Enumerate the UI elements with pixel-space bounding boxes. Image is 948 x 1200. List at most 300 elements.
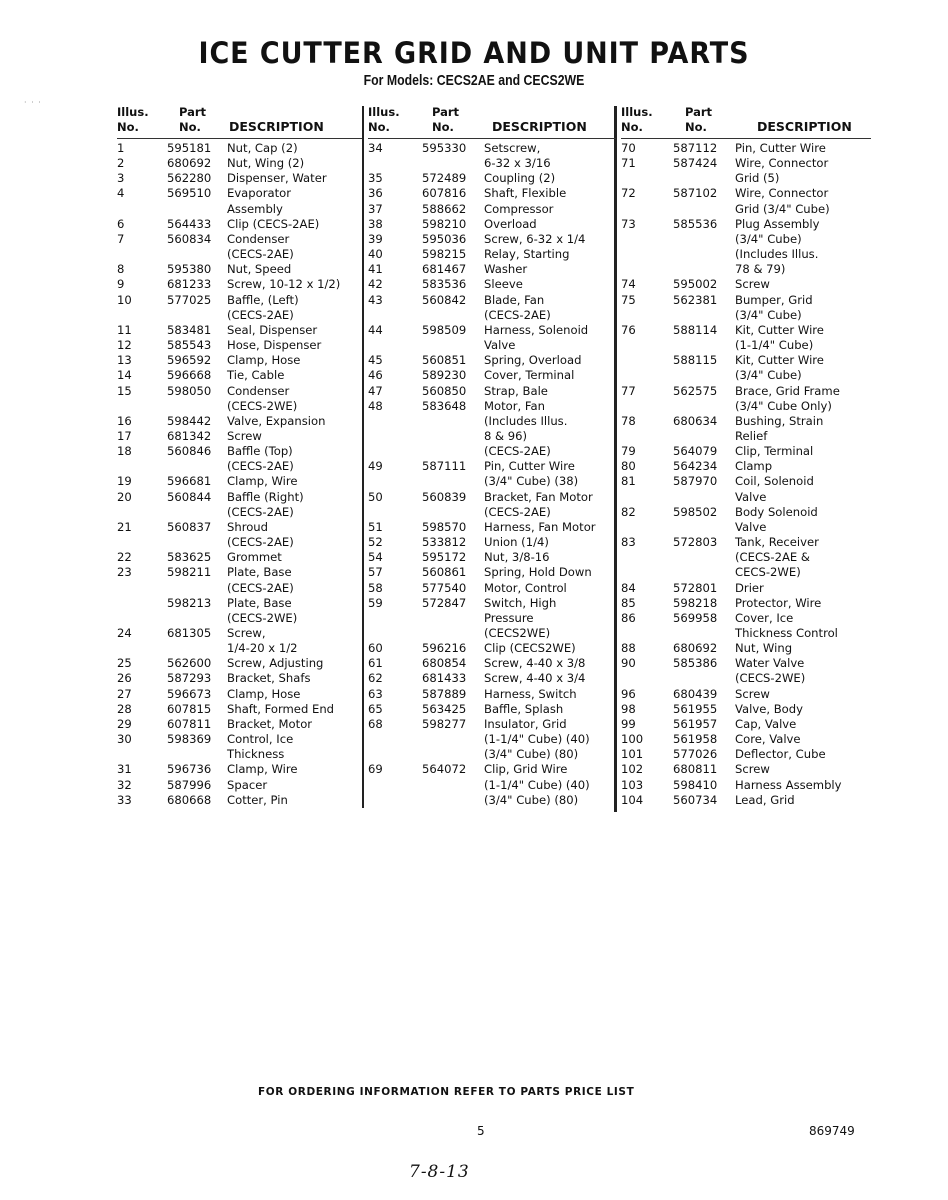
part-description: Shaft, Flexible <box>484 186 567 201</box>
part-row <box>621 353 871 383</box>
illus-number: 76 <box>621 322 636 337</box>
part-description: Pin, Cutter Wire <box>735 141 826 155</box>
illus-number: 61 <box>368 656 383 671</box>
illus-number: 45 <box>368 353 383 368</box>
part-number: 560844 <box>167 489 212 504</box>
part-number: 587424 <box>673 156 718 171</box>
part-number: 561958 <box>673 732 718 747</box>
part-description: Control, Ice Thickness <box>227 732 294 762</box>
illus-number: 8 <box>117 262 125 277</box>
part-row <box>368 535 616 550</box>
illus-number: 70 <box>621 141 636 155</box>
part-description: Blade, Fan (CECS-2AE) <box>484 292 551 322</box>
part-description: Dispenser, Water <box>227 171 327 186</box>
part-row <box>368 171 616 186</box>
part-description: Condenser (CECS-2WE) <box>227 383 298 413</box>
part-row <box>368 656 616 671</box>
illus-number: 75 <box>621 292 636 307</box>
part-number: 564433 <box>167 216 212 231</box>
part-row <box>621 778 871 793</box>
part-row <box>621 186 871 216</box>
part-number: 562600 <box>167 656 212 671</box>
illus-number: 74 <box>621 277 636 292</box>
part-row <box>368 459 616 489</box>
part-number: 681305 <box>167 626 212 640</box>
part-number: 595172 <box>422 550 467 565</box>
illus-number: 77 <box>621 383 636 398</box>
part-description: Nut, Cap (2) <box>227 141 298 155</box>
part-number: 561957 <box>673 716 718 731</box>
description-header: DESCRIPTION <box>492 119 587 134</box>
part-description: Insulator, Grid (1-1/4" Cube) (40) (3/4" Cube) (80) <box>484 716 590 762</box>
part-description: Brace, Grid Frame (3/4" Cube Only) <box>735 383 840 413</box>
part-row <box>117 474 362 489</box>
part-number: 572803 <box>673 535 718 550</box>
part-row <box>117 171 362 186</box>
part-number: 583481 <box>167 322 212 337</box>
part-number: 595181 <box>167 141 212 155</box>
part-number: 577025 <box>167 292 212 307</box>
illus-number: 104 <box>621 792 644 807</box>
part-row <box>117 293 362 323</box>
illus-number: 13 <box>117 353 132 368</box>
illus-number: 82 <box>621 504 636 519</box>
part-description: Screw <box>735 762 770 777</box>
part-number: 560842 <box>422 292 467 307</box>
part-header-line1: Part <box>685 105 713 119</box>
part-row <box>117 520 362 550</box>
part-number: 607811 <box>167 716 212 731</box>
illus-number: 43 <box>368 292 383 307</box>
part-number: 680439 <box>673 686 718 701</box>
part-number: 589230 <box>422 368 467 383</box>
part-row <box>117 444 362 474</box>
part-description: Condenser (CECS-2AE) <box>227 231 294 262</box>
part-row <box>621 717 871 732</box>
part-description: Switch, High Pressure (CECS2WE) <box>484 595 557 640</box>
illus-number: 14 <box>117 368 132 383</box>
part-number: 587889 <box>422 686 467 701</box>
part-row <box>621 687 871 702</box>
part-description: Screw, 1/4-20 x 1/2 <box>227 626 298 656</box>
part-row <box>368 490 616 520</box>
part-row <box>621 505 871 535</box>
part-number: 577540 <box>422 580 467 595</box>
part-number: 598213 <box>167 595 212 610</box>
part-description: Cover, Terminal <box>484 368 575 383</box>
part-row <box>117 217 362 232</box>
part-row <box>621 414 871 444</box>
part-description: Screw, 4-40 x 3/4 <box>484 671 586 686</box>
part-description: Baffle (Right) (CECS-2AE) <box>227 489 304 519</box>
part-number: 563425 <box>422 701 467 716</box>
part-row <box>368 399 616 460</box>
part-number: 572489 <box>422 171 467 186</box>
part-number: 680854 <box>422 656 467 671</box>
parts-list <box>621 141 871 808</box>
part-row <box>621 384 871 414</box>
part-row <box>621 156 871 186</box>
part-row <box>621 656 871 686</box>
illus-number: 100 <box>621 732 644 747</box>
part-description: Spring, Hold Down <box>484 565 592 580</box>
part-row <box>117 186 362 216</box>
part-number: 598218 <box>673 595 718 610</box>
column-header <box>117 104 362 139</box>
illus-number: 73 <box>621 216 636 231</box>
part-number: 587996 <box>167 777 212 792</box>
illus-number: 69 <box>368 762 383 777</box>
part-number: 596736 <box>167 762 212 777</box>
part-description: Screw, 10-12 x 1/2) <box>227 277 341 292</box>
illus-number: 18 <box>117 444 132 459</box>
part-row <box>368 262 616 277</box>
parts-list <box>368 141 616 808</box>
part-description: Plug Assembly (3/4" Cube) (Includes Illus. 78 & 79) <box>735 216 820 277</box>
part-row <box>621 474 871 504</box>
illus-number: 62 <box>368 671 383 686</box>
illus-header-line2: No. <box>117 120 139 134</box>
part-row <box>621 141 871 156</box>
part-description: Tank, Receiver (CECS-2AE & CECS-2WE) <box>735 535 819 580</box>
illus-number: 84 <box>621 580 636 595</box>
part-row <box>117 656 362 671</box>
part-row <box>621 581 871 596</box>
part-header-line2: No. <box>685 120 707 134</box>
scan-specks: · · · <box>24 98 42 107</box>
illus-number: 102 <box>621 762 644 777</box>
part-row <box>368 671 616 686</box>
part-row <box>368 232 616 247</box>
part-description: Plate, Base (CECS-2WE) <box>227 595 298 625</box>
part-number: 583536 <box>422 277 467 292</box>
part-number: 607815 <box>167 701 212 716</box>
part-number: 598050 <box>167 383 212 398</box>
column-header <box>621 104 871 139</box>
illus-number: 2 <box>117 156 125 171</box>
part-row <box>117 687 362 702</box>
part-row <box>368 368 616 383</box>
part-row <box>117 671 362 686</box>
description-header: DESCRIPTION <box>229 119 324 134</box>
part-description: Nut, Wing <box>735 641 793 656</box>
part-description: Spacer <box>227 777 268 792</box>
part-number: 569958 <box>673 610 718 625</box>
illus-number: 79 <box>621 444 636 459</box>
part-number: 560846 <box>167 444 212 459</box>
part-row <box>621 762 871 777</box>
part-row <box>621 293 871 323</box>
part-description: Spring, Overload <box>484 353 582 368</box>
part-row <box>117 338 362 353</box>
part-number: 680692 <box>167 156 212 171</box>
illus-number: 99 <box>621 716 636 731</box>
part-row <box>621 535 871 580</box>
illus-number: 20 <box>117 489 132 504</box>
part-description: Compressor <box>484 201 554 216</box>
part-row <box>117 262 362 277</box>
part-description: Baffle, (Left) (CECS-2AE) <box>227 292 299 322</box>
part-number: 564072 <box>422 762 467 777</box>
part-description: Hose, Dispenser <box>227 338 322 353</box>
illus-number: 44 <box>368 322 383 337</box>
illus-number: 25 <box>117 656 132 671</box>
illus-number: 101 <box>621 747 644 762</box>
part-description: Motor, Fan (Includes Illus. 8 & 96) (CECS-2AE) <box>484 398 568 459</box>
part-number: 598570 <box>422 519 467 534</box>
part-no-header <box>179 105 206 135</box>
illus-number: 15 <box>117 383 132 398</box>
part-row <box>117 414 362 429</box>
part-number: 564079 <box>673 444 718 459</box>
part-number: 533812 <box>422 535 467 550</box>
part-description: Kit, Cutter Wire (1-1/4" Cube) <box>735 322 824 353</box>
part-number: 588115 <box>673 353 718 368</box>
part-row <box>621 444 871 459</box>
part-number: 680668 <box>167 792 212 807</box>
illus-number: 36 <box>368 186 383 201</box>
illus-header-line1: Illus. <box>117 105 149 119</box>
illus-number: 1 <box>117 141 125 155</box>
part-row <box>117 596 362 626</box>
part-row <box>621 596 871 611</box>
part-row <box>621 611 871 641</box>
part-row <box>117 353 362 368</box>
illus-number: 98 <box>621 701 636 716</box>
part-row <box>368 520 616 535</box>
illus-number: 11 <box>117 322 132 337</box>
part-description: Kit, Cutter Wire (3/4" Cube) <box>735 353 824 383</box>
part-row <box>368 550 616 565</box>
part-row <box>368 141 616 171</box>
part-description: Screw <box>227 428 262 443</box>
part-number: 595380 <box>167 262 212 277</box>
part-description: Lead, Grid <box>735 792 795 807</box>
part-number: 588662 <box>422 201 467 216</box>
part-description: Protector, Wire <box>735 595 822 610</box>
part-row <box>368 323 616 353</box>
part-number: 562381 <box>673 292 718 307</box>
part-number: 587102 <box>673 186 718 201</box>
part-number: 598502 <box>673 504 718 519</box>
part-number: 596673 <box>167 686 212 701</box>
illus-no-header <box>621 105 653 135</box>
illus-number: 28 <box>117 701 132 716</box>
part-number: 588114 <box>673 322 718 337</box>
part-description: Washer <box>484 262 528 277</box>
part-row <box>621 641 871 656</box>
part-description: Valve, Expansion <box>227 413 326 428</box>
part-row <box>117 429 362 444</box>
part-header-line1: Part <box>432 105 460 119</box>
part-number: 598369 <box>167 732 212 747</box>
part-number: 585386 <box>673 656 718 671</box>
part-row <box>368 565 616 580</box>
part-description: Clip (CECS2WE) <box>484 641 576 656</box>
illus-number: 17 <box>117 428 132 443</box>
part-description: Setscrew, 6-32 x 3/16 <box>484 141 551 171</box>
part-row <box>368 277 616 292</box>
illus-number: 57 <box>368 565 383 580</box>
part-number: 564234 <box>673 459 718 474</box>
illus-header-line1: Illus. <box>368 105 400 119</box>
part-number: 596668 <box>167 368 212 383</box>
part-description: Screw <box>735 277 770 292</box>
part-number: 577026 <box>673 747 718 762</box>
part-description: Bracket, Motor <box>227 716 313 731</box>
document-number: 869749 <box>809 1124 855 1138</box>
part-row <box>368 596 616 641</box>
part-number: 680692 <box>673 641 718 656</box>
illus-number: 35 <box>368 171 383 186</box>
part-description: Union (1/4) <box>484 535 549 550</box>
part-description: Shroud (CECS-2AE) <box>227 519 294 550</box>
part-row <box>621 323 871 353</box>
part-number: 595330 <box>422 141 467 155</box>
part-description: Screw <box>735 686 770 701</box>
part-row <box>368 247 616 262</box>
part-row <box>621 793 871 808</box>
part-row <box>368 641 616 656</box>
part-header-line2: No. <box>179 120 201 134</box>
part-row <box>117 778 362 793</box>
part-description: Pin, Cutter Wire (3/4" Cube) (38) <box>484 459 579 489</box>
part-number: 595036 <box>422 231 467 246</box>
part-header-line1: Part <box>179 105 207 119</box>
part-number: 587111 <box>422 459 467 474</box>
part-row <box>117 277 362 292</box>
part-row <box>368 186 616 201</box>
part-number: 598509 <box>422 322 467 337</box>
part-number: 596681 <box>167 474 212 489</box>
illus-header-line2: No. <box>621 120 643 134</box>
part-number: 595002 <box>673 277 718 292</box>
part-number: 587970 <box>673 474 718 489</box>
part-row <box>621 277 871 292</box>
illus-number: 88 <box>621 641 636 656</box>
illus-number: 39 <box>368 231 383 246</box>
column-divider <box>362 106 364 808</box>
part-description: Bracket, Shafs <box>227 671 311 686</box>
part-number: 560861 <box>422 565 467 580</box>
part-row <box>621 747 871 762</box>
illus-number: 59 <box>368 595 383 610</box>
illus-number: 83 <box>621 535 636 550</box>
illus-number: 46 <box>368 368 383 383</box>
illus-number: 96 <box>621 686 636 701</box>
part-number: 680811 <box>673 762 718 777</box>
illus-number: 86 <box>621 610 636 625</box>
part-description: Sleeve <box>484 277 523 292</box>
illus-number: 7 <box>117 231 125 246</box>
illus-number: 85 <box>621 595 636 610</box>
part-row <box>368 293 616 323</box>
illus-number: 32 <box>117 777 132 792</box>
part-description: Harness, Switch <box>484 686 577 701</box>
part-description: Clamp, Wire <box>227 762 298 777</box>
part-description: Plate, Base (CECS-2AE) <box>227 565 294 595</box>
part-number: 572847 <box>422 595 467 610</box>
part-number: 681342 <box>167 428 212 443</box>
illus-number: 19 <box>117 474 132 489</box>
part-description: Water Valve (CECS-2WE) <box>735 656 806 686</box>
part-number: 560851 <box>422 353 467 368</box>
part-row <box>117 702 362 717</box>
part-row <box>368 687 616 702</box>
illus-number <box>117 596 167 626</box>
illus-number: 49 <box>368 459 383 474</box>
part-description: Core, Valve <box>735 732 801 747</box>
part-description: Deflector, Cube <box>735 747 826 762</box>
part-row <box>117 717 362 732</box>
part-description: Clip (CECS-2AE) <box>227 216 320 231</box>
illus-number: 103 <box>621 777 644 792</box>
illus-number: 38 <box>368 216 383 231</box>
illus-number: 4 <box>117 186 125 201</box>
part-description: Clip, Terminal <box>735 444 814 459</box>
illus-number: 23 <box>117 565 132 580</box>
part-description: Nut, Wing (2) <box>227 156 305 171</box>
part-number: 569510 <box>167 186 212 201</box>
illus-number: 68 <box>368 716 383 731</box>
part-description: Harness, Fan Motor <box>484 519 596 534</box>
part-row <box>117 565 362 595</box>
part-description: Clamp, Hose <box>227 686 301 701</box>
part-description: Nut, 3/8-16 <box>484 550 550 565</box>
part-description: Bumper, Grid (3/4" Cube) <box>735 292 813 322</box>
part-number: 681467 <box>422 262 467 277</box>
part-description: Clamp <box>735 459 773 474</box>
illus-no-header <box>117 105 149 135</box>
part-number: 585536 <box>673 216 718 231</box>
illus-number: 50 <box>368 489 383 504</box>
part-number: 560850 <box>422 383 467 398</box>
illus-number: 34 <box>368 141 383 155</box>
part-row <box>117 550 362 565</box>
part-row <box>117 232 362 262</box>
illus-number: 6 <box>117 216 125 231</box>
illus-number: 37 <box>368 201 383 216</box>
part-number: 560734 <box>673 792 718 807</box>
part-row <box>117 141 362 156</box>
illus-number: 31 <box>117 762 132 777</box>
illus-number: 51 <box>368 519 383 534</box>
part-row <box>117 793 362 808</box>
part-description: Shaft, Formed End <box>227 701 335 716</box>
part-description: Coil, Solenoid Valve <box>735 474 814 504</box>
illus-number: 12 <box>117 338 132 353</box>
illus-number: 42 <box>368 277 383 292</box>
part-row <box>117 626 362 656</box>
part-number: 598210 <box>422 216 467 231</box>
part-no-header <box>432 105 459 135</box>
part-description: Baffle (Top) (CECS-2AE) <box>227 444 294 474</box>
part-row <box>621 702 871 717</box>
part-row <box>368 762 616 807</box>
illus-number: 71 <box>621 156 636 171</box>
illus-number: 22 <box>117 550 132 565</box>
part-row <box>368 702 616 717</box>
part-description: Cover, Ice Thickness Control <box>735 610 838 640</box>
part-number: 583648 <box>422 398 467 413</box>
part-description: Motor, Control <box>484 580 567 595</box>
part-description: Tie, Cable <box>227 368 285 383</box>
part-description: Screw, Adjusting <box>227 656 324 671</box>
illus-number: 3 <box>117 171 125 186</box>
part-description: Clamp, Hose <box>227 353 301 368</box>
part-number: 598211 <box>167 565 212 580</box>
illus-number: 47 <box>368 383 383 398</box>
